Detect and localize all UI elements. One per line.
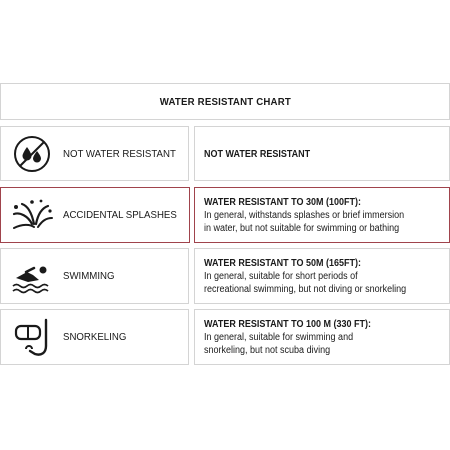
rating-description-line: recreational swimming, but not diving or snorkeling <box>204 284 407 295</box>
chart-title: WATER RESISTANT CHART <box>159 95 291 108</box>
rating-description-line: In general, suitable for swimming and <box>204 332 354 343</box>
rating-heading: WATER RESISTANT TO 30M (100FT): <box>204 197 362 208</box>
row-not-water-resistant-left <box>0 126 189 181</box>
row-label: ACCIDENTAL SPLASHES <box>63 209 177 221</box>
row-snorkeling-left <box>0 309 189 365</box>
row-accidental-splashes-right <box>194 187 450 243</box>
rating-description-line: In general, withstands splashes or brief immersion <box>204 210 405 221</box>
water-splash-icon <box>8 194 56 238</box>
row-label: NOT WATER RESISTANT <box>63 147 176 160</box>
row-swimming-right <box>194 248 450 304</box>
row-swimming-left <box>0 248 189 304</box>
chart-title-box <box>0 83 450 120</box>
row-not-water-resistant-right <box>194 126 450 181</box>
row-snorkeling-right <box>194 309 450 365</box>
row-label: SNORKELING <box>63 331 127 343</box>
rating-heading: WATER RESISTANT TO 100 M (330 FT): <box>204 319 372 330</box>
row-label: SWIMMING <box>63 270 115 282</box>
rating-description-line: In general, suitable for short periods of <box>204 271 358 282</box>
rating-heading: WATER RESISTANT TO 50M (165FT): <box>204 258 362 269</box>
no-water-drops-icon <box>8 132 56 176</box>
snorkel-mask-icon <box>8 316 56 360</box>
swimmer-icon <box>8 255 56 299</box>
rating-heading: NOT WATER RESISTANT <box>204 149 311 160</box>
rating-description-line: snorkeling, but not scuba diving <box>204 345 331 356</box>
row-accidental-splashes-left <box>0 187 190 243</box>
rating-description-line: in water, but not suitable for swimming or bathing <box>204 223 400 234</box>
